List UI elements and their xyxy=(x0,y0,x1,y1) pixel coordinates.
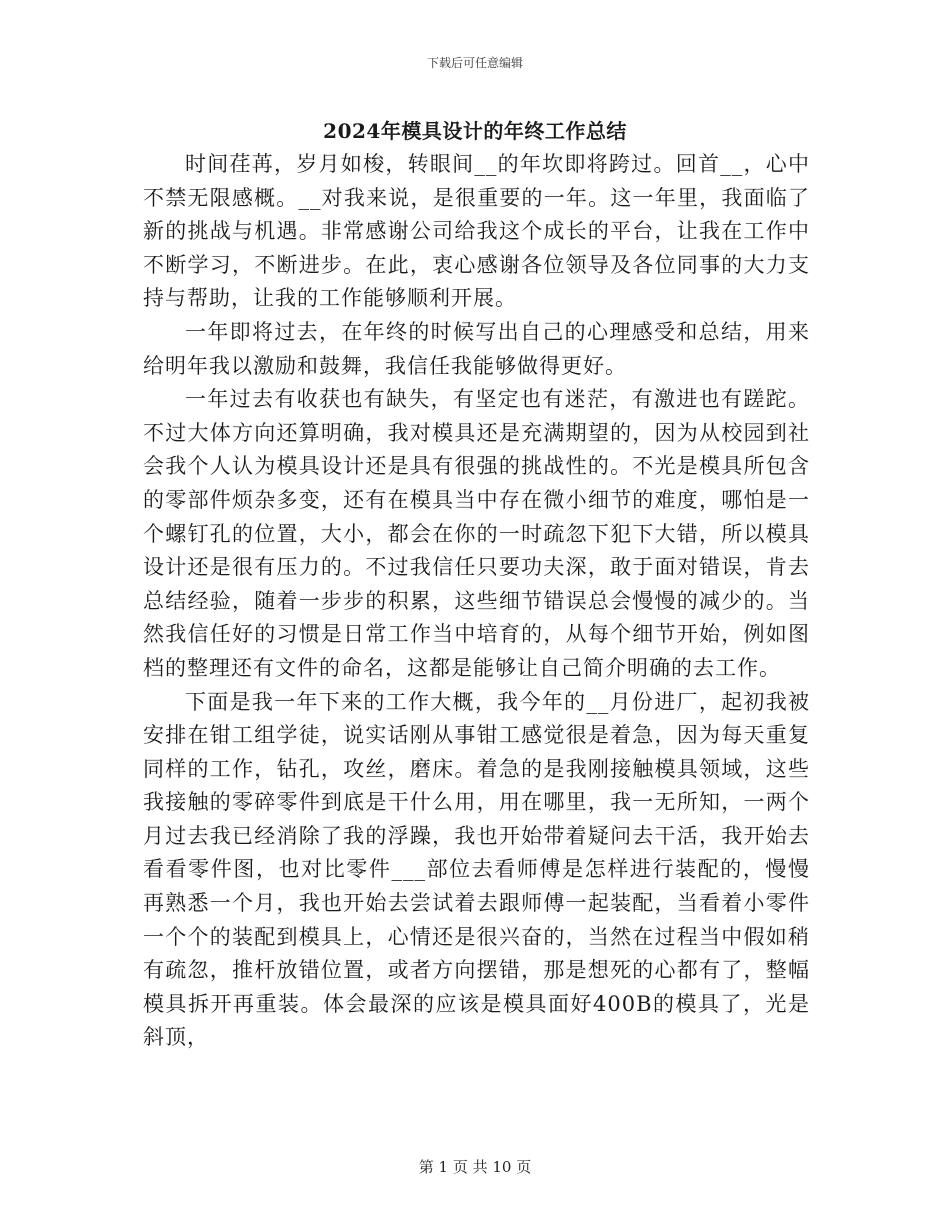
paragraph-3: 一年过去有收获也有缺失，有坚定也有迷茫，有激进也有蹉跎。不过大体方向还算明确，我对模具还是充满期望的，因为从校园到社会我个人认为模具设计还是具有很强的挑战性的。不光是模具所包含的零部件烦杂多变，还有在模具当中存在微小细节的难度，哪怕是一个螺钉孔的位置，大小，都会在你的一时疏忽下犯下大错，所以模具设计还是很有压力的。不过我信任只要功夫深，敢于面对错误，肯去总结经验，随着一步步的积累，这些细节错误总会慢慢的减少的。当然我信任好的习惯是日常工作当中培育的，从每个细节开始，例如图档的整理还有文件的命名，这都是能够让自己简介明确的去工作。 xyxy=(143,387,810,680)
paragraph-4: 下面是我一年下来的工作大概，我今年的__月份进厂，起初我被安排在钳工组学徒，说实话刚从事钳工感觉很是着急，因为每天重复同样的工作，钻孔，攻丝，磨床。着急的是我刚接触模具领域，这些我接触的零碎零件到底是干什么用，用在哪里，我一无所知，一两个月过去我已经消除了我的浮躁，我也开始带着疑问去干活，我开始去看看零件图，也对比零件___部位去看师傅是怎样进行装配的，慢慢再熟悉一个月，我也开始去尝试着去跟师傅一起装配，当看着小零件一个个的装配到模具上，心情还是很兴奋的，当然在过程当中假如稍有疏忽，推杆放错位置，或者方向摆错，那是想死的心都有了，整幅模具拆开再重装。体会最深的应该是模具面好400B的模具了，光是斜顶， xyxy=(143,689,810,1050)
page-header-note: 下载后可任意编辑 xyxy=(426,56,523,70)
page-number: 第 1 页 共 10 页 xyxy=(418,1158,532,1176)
paragraph-1: 时间荏苒，岁月如梭，转眼间__的年坎即将跨过。回首__，心中不禁无限感概。__对我来说，是很重要的一年。这一年里，我面临了新的挑战与机遇。非常感谢公司给我这个成长的平台，让我在工作中不断学习，不断进步。在此，衷心感谢各位领导及各位同事的大力支持与帮助，让我的工作能够顺利开展。 xyxy=(143,152,810,311)
document-title: 2024年模具设计的年终工作总结 xyxy=(323,119,627,143)
paragraph-2: 一年即将过去，在年终的时候写出自己的心理感受和总结，用来给明年我以激励和鼓舞，我信任我能够做得更好。 xyxy=(143,319,810,378)
document-body xyxy=(143,148,810,1055)
